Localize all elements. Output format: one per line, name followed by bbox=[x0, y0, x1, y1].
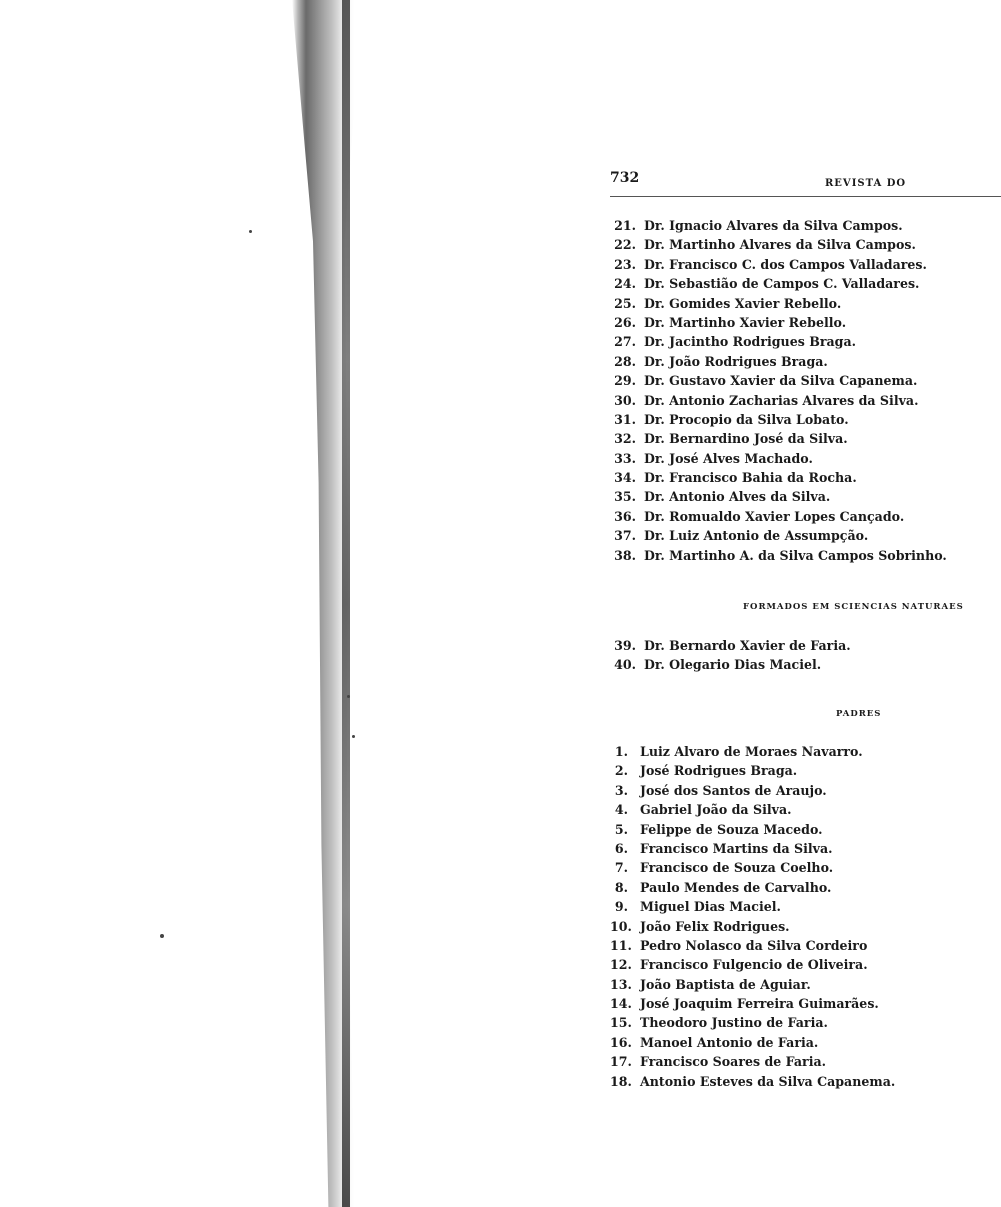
item-name: Luiz Alvaro de Moraes Navarro. bbox=[640, 744, 863, 759]
natural-sciences-list bbox=[610, 638, 851, 677]
list-item bbox=[610, 315, 947, 334]
item-name: Pedro Nolasco da Silva Cordeiro bbox=[640, 937, 868, 953]
item-number: 25. bbox=[614, 295, 636, 311]
item-name: Dr. Ignacio Alvares da Silva Campos. bbox=[644, 218, 903, 233]
item-name: Dr. Romualdo Xavier Lopes Cançado. bbox=[644, 508, 905, 524]
section-heading-natural-sciences: FORMADOS EM SCIENCIAS NATURAES bbox=[743, 602, 964, 612]
list-item bbox=[610, 638, 851, 657]
item-number: 12. bbox=[610, 957, 632, 973]
padres-list bbox=[610, 744, 895, 1093]
list-item bbox=[610, 919, 895, 938]
item-name: Dr. Martinho A. da Silva Campos Sobrinho. bbox=[644, 547, 947, 563]
item-number: 30. bbox=[614, 392, 636, 408]
item-name: Dr. Olegario Dias Maciel. bbox=[644, 657, 822, 673]
item-name: João Baptista de Aguiar. bbox=[640, 976, 811, 992]
item-number: 35. bbox=[614, 489, 636, 505]
list-item bbox=[610, 996, 895, 1015]
item-name: Dr. José Alves Machado. bbox=[644, 450, 813, 466]
item-name: José Rodrigues Braga. bbox=[640, 763, 798, 779]
item-number: 8. bbox=[614, 879, 628, 895]
item-name: Dr. Martinho Xavier Rebello. bbox=[644, 314, 847, 330]
list-item bbox=[610, 657, 851, 676]
list-item bbox=[610, 334, 947, 353]
list-item bbox=[610, 957, 895, 976]
list-item bbox=[610, 860, 895, 879]
item-number: 15. bbox=[610, 1015, 632, 1031]
list-item bbox=[610, 257, 947, 276]
item-name: José Joaquim Ferreira Guimarães. bbox=[640, 996, 879, 1012]
item-number: 26. bbox=[614, 314, 636, 330]
item-number: 40. bbox=[614, 657, 636, 673]
list-item bbox=[610, 1074, 895, 1093]
item-number: 4. bbox=[614, 802, 628, 818]
list-item bbox=[610, 977, 895, 996]
page-header bbox=[610, 168, 1001, 197]
list-item bbox=[610, 451, 947, 470]
item-number: 7. bbox=[614, 860, 628, 876]
item-number: 27. bbox=[614, 334, 636, 350]
item-name: Francisco Martins da Silva. bbox=[640, 840, 833, 856]
list-item bbox=[610, 841, 895, 860]
list-item bbox=[610, 373, 947, 392]
item-name: Dr. Gomides Xavier Rebello. bbox=[644, 295, 842, 311]
list-item bbox=[610, 470, 947, 489]
doctors-list bbox=[610, 218, 947, 567]
list-item bbox=[610, 783, 895, 802]
item-name: Paulo Mendes de Carvalho. bbox=[640, 879, 832, 895]
item-number: 17. bbox=[610, 1054, 632, 1070]
item-number: 11. bbox=[610, 937, 632, 953]
list-item bbox=[610, 1054, 895, 1073]
item-name: Dr. Jacintho Rodrigues Braga. bbox=[644, 334, 856, 350]
list-item bbox=[610, 822, 895, 841]
list-item bbox=[610, 744, 895, 763]
list-item bbox=[610, 899, 895, 918]
item-number: 22. bbox=[614, 237, 636, 253]
item-number: 24. bbox=[614, 276, 636, 292]
list-item bbox=[610, 218, 947, 237]
list-item bbox=[610, 393, 947, 412]
list-item bbox=[610, 509, 947, 528]
item-number: 9. bbox=[614, 899, 628, 915]
section-heading-padres: PADRES bbox=[836, 709, 882, 719]
item-number: 10. bbox=[610, 918, 632, 934]
item-number: 13. bbox=[610, 976, 632, 992]
list-item bbox=[610, 296, 947, 315]
item-number: 6. bbox=[614, 840, 628, 856]
list-item bbox=[610, 880, 895, 899]
scan-speck bbox=[160, 934, 164, 938]
item-name: Antonio Esteves da Silva Capanema. bbox=[640, 1073, 896, 1089]
item-number: 14. bbox=[610, 996, 632, 1012]
item-name: Theodoro Justino de Faria. bbox=[640, 1015, 828, 1031]
item-number: 31. bbox=[614, 411, 636, 427]
item-name: Dr. Francisco C. dos Campos Valladares. bbox=[644, 256, 927, 272]
item-name: Felippe de Souza Macedo. bbox=[640, 821, 823, 837]
list-item bbox=[610, 412, 947, 431]
item-name: Francisco Fulgencio de Oliveira. bbox=[640, 957, 868, 973]
item-number: 16. bbox=[610, 1034, 632, 1050]
binding-gutter-shadow bbox=[292, 0, 362, 1207]
item-number: 32. bbox=[614, 431, 636, 447]
list-item bbox=[610, 354, 947, 373]
list-item bbox=[610, 1015, 895, 1034]
list-item bbox=[610, 276, 947, 295]
page-number: 732 bbox=[610, 170, 640, 186]
scan-speck bbox=[347, 695, 350, 698]
binding-gutter-line bbox=[342, 0, 350, 1207]
item-number: 1. bbox=[614, 744, 628, 759]
list-item bbox=[610, 763, 895, 782]
list-item bbox=[610, 1035, 895, 1054]
item-name: João Felix Rodrigues. bbox=[640, 918, 790, 934]
item-name: Dr. Francisco Bahia da Rocha. bbox=[644, 470, 857, 486]
item-number: 37. bbox=[614, 528, 636, 544]
list-item bbox=[610, 528, 947, 547]
item-name: Dr. João Rodrigues Braga. bbox=[644, 353, 828, 369]
list-item bbox=[610, 237, 947, 256]
list-item bbox=[610, 548, 947, 567]
item-name: Dr. Antonio Zacharias Alvares da Silva. bbox=[644, 392, 919, 408]
item-number: 21. bbox=[614, 218, 636, 233]
item-name: Dr. Sebastião de Campos C. Valladares. bbox=[644, 276, 920, 292]
item-name: Dr. Bernardino José da Silva. bbox=[644, 431, 848, 447]
item-number: 29. bbox=[614, 373, 636, 389]
item-number: 3. bbox=[614, 782, 628, 798]
item-name: Gabriel João da Silva. bbox=[640, 802, 792, 818]
item-number: 23. bbox=[614, 256, 636, 272]
item-number: 38. bbox=[614, 547, 636, 563]
list-item bbox=[610, 431, 947, 450]
item-number: 36. bbox=[614, 508, 636, 524]
scan-speck bbox=[352, 735, 355, 738]
item-number: 33. bbox=[614, 450, 636, 466]
list-item bbox=[610, 802, 895, 821]
item-name: Dr. Martinho Alvares da Silva Campos. bbox=[644, 237, 916, 253]
item-number: 2. bbox=[614, 763, 628, 779]
item-number: 39. bbox=[614, 638, 636, 653]
item-name: Miguel Dias Maciel. bbox=[640, 899, 781, 915]
item-name: Dr. Luiz Antonio de Assumpção. bbox=[644, 528, 869, 544]
item-number: 18. bbox=[610, 1073, 632, 1089]
item-name: Dr. Bernardo Xavier de Faria. bbox=[644, 638, 851, 653]
scan-speck bbox=[249, 230, 252, 233]
list-item bbox=[610, 489, 947, 508]
list-item bbox=[610, 938, 895, 957]
item-number: 5. bbox=[614, 821, 628, 837]
item-name: José dos Santos de Araujo. bbox=[640, 782, 827, 798]
item-name: Dr. Antonio Alves da Silva. bbox=[644, 489, 831, 505]
item-name: Francisco de Souza Coelho. bbox=[640, 860, 834, 876]
running-head: REVISTA DO bbox=[825, 178, 907, 189]
item-name: Francisco Soares de Faria. bbox=[640, 1054, 827, 1070]
item-name: Dr. Procopio da Silva Lobato. bbox=[644, 411, 849, 427]
item-number: 34. bbox=[614, 470, 636, 486]
item-number: 28. bbox=[614, 353, 636, 369]
item-name: Dr. Gustavo Xavier da Silva Capanema. bbox=[644, 373, 918, 389]
item-name: Manoel Antonio de Faria. bbox=[640, 1034, 819, 1050]
book-page bbox=[610, 168, 1001, 1089]
